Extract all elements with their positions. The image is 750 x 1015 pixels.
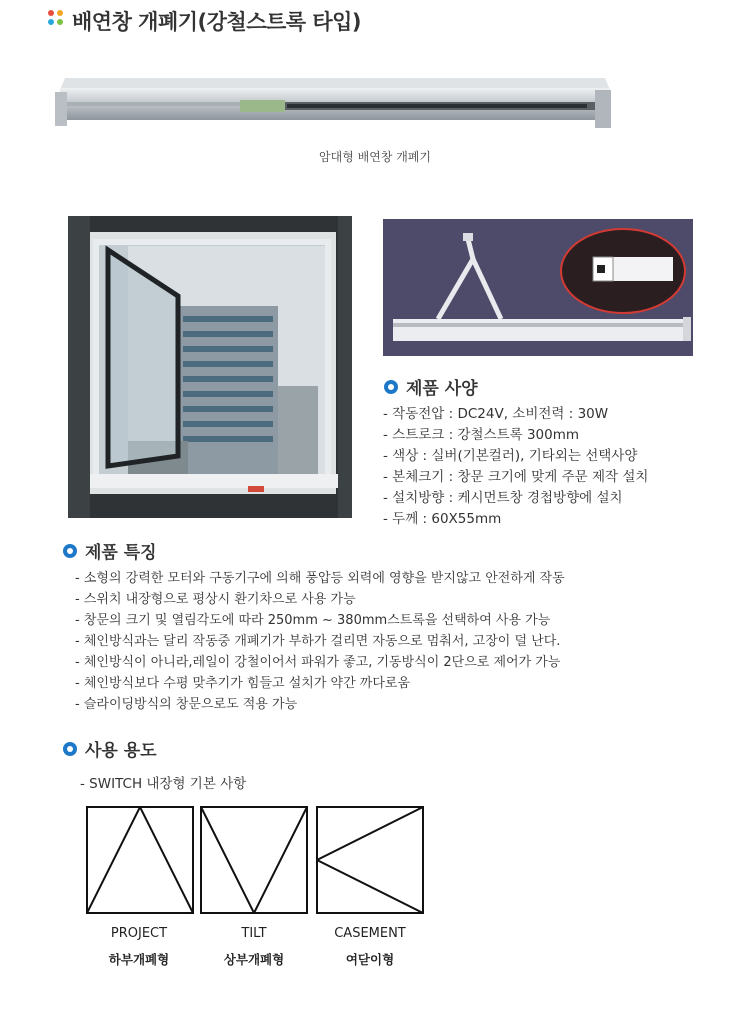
list-item: - 체인방식과는 달리 작동중 개폐기가 부하가 걸리면 자동으로 멈춰서, 고장이 덜 난다. — [75, 634, 561, 649]
tilt-label: TILT — [241, 926, 267, 941]
tilt-diagram — [200, 806, 308, 914]
bullet-circle-icon — [63, 544, 77, 558]
bullet-circle-icon — [384, 380, 398, 394]
casement-diagram — [316, 806, 424, 914]
list-item: - 체인방식보다 수평 맞추기가 힘들고 설치가 약간 까다로움 — [75, 676, 411, 691]
spec-list — [383, 404, 648, 530]
list-item: - 슬라이딩방식의 창문으로도 적용 가능 — [75, 697, 298, 712]
spec-heading: 제품 사양 — [384, 374, 478, 399]
hero-product-image — [55, 60, 615, 135]
list-item: - 작동전압 : DC24V, 소비전력 : 30W — [383, 406, 609, 422]
title-dots-icon — [48, 10, 66, 28]
list-item: - 설치방향 : 케시먼트창 경첩방향에 설치 — [383, 490, 623, 506]
features-heading: 제품 특징 — [63, 538, 157, 563]
features-list — [75, 568, 565, 715]
list-item: - 스트로크 : 강철스트록 300mm — [383, 427, 580, 443]
list-item: - 스위치 내장형으로 평상시 환기차으로 사용 가능 — [75, 592, 356, 607]
list-item: - 창문의 크기 및 열림각도에 따라 250mm ~ 380mm스트록을 선택하여 사용 가능 — [75, 613, 551, 628]
list-item: - 소형의 강력한 모터와 구동기구에 의해 풍압등 외력에 영향을 받지않고 안전하게 작동 — [75, 571, 565, 586]
project-label: PROJECT — [110, 926, 168, 941]
usage-subtitle: - SWITCH 내장형 기본 사항 — [80, 776, 247, 792]
window-photo — [68, 216, 352, 518]
project-diagram — [86, 806, 194, 914]
hero-caption: 암대형 배연창 개폐기 — [319, 150, 431, 164]
list-item: - 체인방식이 아니라,레일이 강철이어서 파워가 좋고, 기동방식이 2단으로 제어가 가능 — [75, 655, 561, 670]
bullet-circle-icon — [63, 742, 77, 756]
project-sublabel: 하부개폐형 — [108, 952, 170, 967]
usage-heading: 사용 용도 — [63, 736, 157, 761]
list-item: - 색상 : 실버(기본컬러), 기타외는 선택사양 — [383, 448, 638, 464]
tilt-sublabel: 상부개폐형 — [223, 952, 285, 967]
casement-label: CASEMENT — [334, 926, 406, 941]
casement-sublabel: 여닫이형 — [345, 952, 395, 967]
list-item: - 두께 : 60X55mm — [383, 511, 502, 527]
list-item: - 본체크기 : 창문 크기에 맞게 주문 제작 설치 — [383, 469, 649, 485]
page-title: 배연창 개폐기(강철스트록 타입) — [72, 10, 362, 34]
product-detail-photo — [383, 219, 693, 356]
